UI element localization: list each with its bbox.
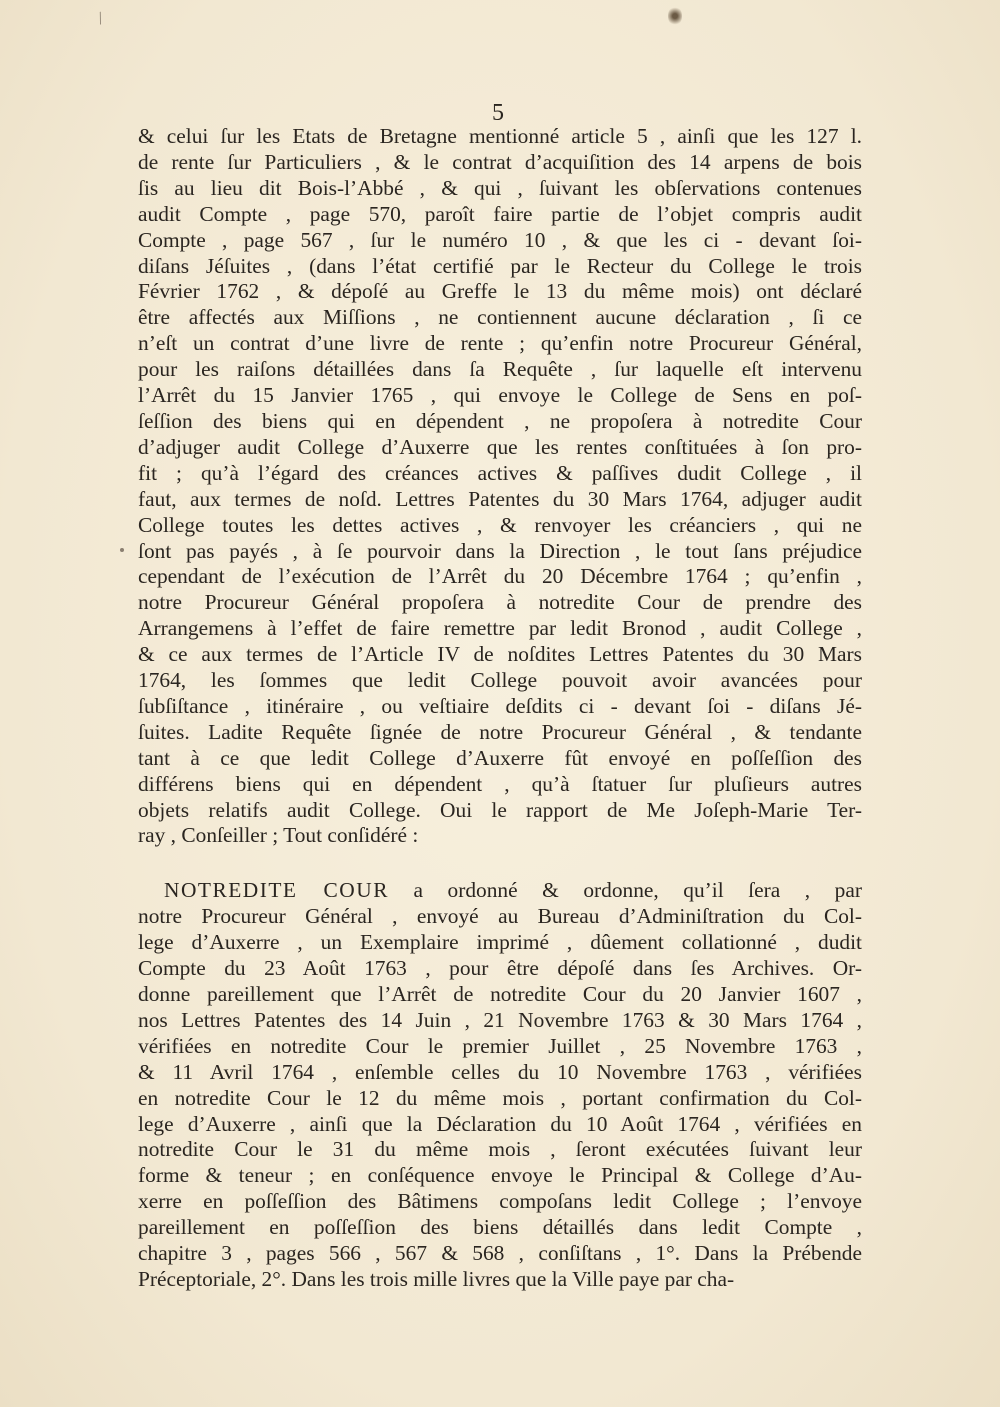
ink-dot <box>120 548 124 552</box>
text-line: Compte du 23 Août 1763 , pour être dépoſé dans ſes Archives. Or- <box>138 956 862 981</box>
body-text <box>138 124 862 1293</box>
text-line: diſans Jéſuites , (dans l’état certifié par le Recteur du College le trois <box>138 253 862 278</box>
text-line: 1764, les ſommes que ledit College pouvoit avoir avancées pour <box>138 668 862 693</box>
paragraph-1 <box>138 124 862 849</box>
text-line: ſis au lieu dit Bois-l’Abbé , & qui , ſuivant les obſervations contenues <box>138 175 862 200</box>
text-line: forme & teneur ; en conſéquence envoye le Principal & College d’Au- <box>138 1163 862 1188</box>
text-line: xerre en poſſeſſion des Bâtimens compoſans ledit College ; l’envoye <box>138 1189 862 1214</box>
text-line: pareillement en poſſeſſion des biens détaillés dans ledit Compte , <box>138 1215 862 1240</box>
text-line: l’Arrêt du 15 Janvier 1765 , qui envoye le College de Sens en poſ- <box>138 383 862 408</box>
text-line: Compte , page 567 , ſur le numéro 10 , & que les ci - devant ſoi- <box>138 227 862 252</box>
text-line: vérifiées en notredite Cour le premier Juillet , 25 Novembre 1763 , <box>138 1033 862 1058</box>
text-line: chapitre 3 , pages 566 , 567 & 568 , conſiſtans , 1°. Dans la Prébende <box>138 1241 862 1266</box>
text-line: ſeſſion des biens qui en dépendent , ne propoſera à notredite Cour <box>138 408 862 433</box>
text-line: être affectés aux Miſſions , ne contiennent aucune déclaration , ſi ce <box>138 305 862 330</box>
text-line: lege d’Auxerre , ainſi que la Déclaration du 10 Août 1764 , vérifiées en <box>138 1111 862 1136</box>
text-line: objets relatifs audit College. Oui le rapport de Me Joſeph-Marie Ter- <box>138 797 862 822</box>
text-line: College toutes les dettes actives , & renvoyer les créanciers , qui ne <box>138 512 862 537</box>
text-line: Arrangemens à l’effet de faire remettre par ledit Bronod , audit College , <box>138 616 862 641</box>
text-line <box>138 878 862 904</box>
text-line: en notredite Cour le 12 du même mois , portant confirmation du Col- <box>138 1085 862 1110</box>
text-line: ray , Conſeiller ; Tout conſidéré : <box>138 823 419 848</box>
text-line: n’eſt un contrat d’une livre de rente ; qu’enfin notre Procureur Général, <box>138 331 862 356</box>
text-line: ſont pas payés , à ſe pourvoir dans la Direction , le tout ſans préjudice <box>138 538 862 563</box>
text-line: & celui ſur les Etats de Bretagne mentionné article 5 , ainſi que les 127 l. <box>138 124 862 148</box>
text-line: différens biens qui en dépendent , qu’à ſtatuer ſur pluſieurs autres <box>138 771 862 796</box>
text-line: notredite Cour le 31 du même mois , ſeront exécutées ſuivant leur <box>138 1137 862 1162</box>
text-line: Préceptoriale, 2°. Dans les trois mille livres que la Ville paye par cha- <box>138 1266 735 1291</box>
text-line: ſuites. Ladite Requête ſignée de notre Procureur Général , & tendante <box>138 719 862 744</box>
text-line: ſubſiſtance , itinéraire , ou veſtiaire deſdits ci - devant ſoi - diſans Jé- <box>138 693 862 718</box>
text-line: de rente ſur Particuliers , & le contrat d’acquiſition des 14 arpens de bois <box>138 149 862 174</box>
text-line: Février 1762 , & dépoſé au Greffe le 13 du même mois) ont déclaré <box>138 279 862 304</box>
text-line: faut, aux termes de noſd. Lettres Patentes du 30 Mars 1764, adjuger audit <box>138 486 862 511</box>
text-line: audit Compte , page 570, paroît faire partie de l’objet compris audit <box>138 201 862 226</box>
text-line: notre Procureur Général , envoyé au Bureau d’Adminiſtration du Col- <box>138 904 862 929</box>
text-line: tant à ce que ledit College d’Auxerre fût envoyé en poſſeſſion des <box>138 745 862 770</box>
text-line: cependant de l’exécution de l’Arrêt du 20 Décembre 1764 ; qu’enfin , <box>138 564 862 589</box>
text-line: nos Lettres Patentes des 14 Juin , 21 Novembre 1763 & 30 Mars 1764 , <box>138 1007 862 1032</box>
text-line: d’adjuger audit College d’Auxerre que les rentes conſtituées à ſon pro- <box>138 434 862 459</box>
text-line: pour les raiſons détaillées dans ſa Requête , ſur laquelle eſt intervenu <box>138 357 862 382</box>
paragraph-lead: NOTREDITE COUR <box>164 878 389 903</box>
paragraph-2 <box>138 878 862 1293</box>
text-line: donne pareillement que l’Arrêt de notredite Cour du 20 Janvier 1607 , <box>138 982 862 1006</box>
text-fragment: a ordonné & ordonne, qu’il ſera , par <box>388 878 862 903</box>
text-line: lege d’Auxerre , un Exemplaire imprimé , dûement collationné , dudit <box>138 930 862 955</box>
ink-spot <box>668 6 682 26</box>
text-line: & ce aux termes de l’Article IV de noſdites Lettres Patentes du 30 Mars <box>138 642 862 667</box>
margin-mark: / <box>94 7 107 29</box>
page-number: 5 <box>492 100 504 126</box>
text-line: & 11 Avril 1764 , enſemble celles du 10 Novembre 1763 , vérifiées <box>138 1059 862 1084</box>
text-line: notre Procureur Général propoſera à notredite Cour de prendre des <box>138 590 862 615</box>
text-line: fit ; qu’à l’égard des créances actives & paſſives dudit College , il <box>138 460 862 485</box>
